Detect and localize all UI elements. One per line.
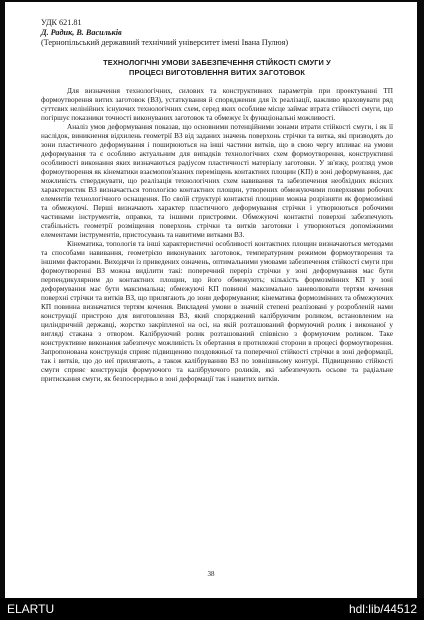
paragraph-3: Кінематика, топологія та інші характеристичні особливості контактних площин визначаються методами та способами навивання, геометрією виконуваних заготовок, температурним режимом формоутворення та іншими факторами. Виходячи із приведених означень, оптимальними умовами забезпечення стійкості смуги при формоутворенні ВЗ можна виділити такі: поперечний переріз стрічки у зоні деформування має бути перпендикулярним до контактних площин, що його обмежують; кількість формозмінних КП у зоні деформування має бути максимальна; обмежуючі КП повинні максимально заневолювати тертям кочення поверхні стрічки та витків ВЗ, що прилягають до зони деформування; кінематика формозмінних та обмежуючих КП повинна визначатися тертям кочення. Викладені умови в значній степені реалізовані у розробленій нами конструкції пристрою для виготовлення ВЗ, який споряджений калібруючим роликом, встановленим на циліндричній державці, жорстко закріпленої на осі, на якій розташований формуючий ролик і виконаної у вигляді стакана з отвором. Калібруючий ролик розташований співвісно з формуючим роликом. Таке конструктивне виконання забезпечує можливість їх обертання в протилежні сторони в процесі формоутворення. Запропонована конструкція сприяє підвищенню поздовжньої та поперечної стійкості стрічки в зоні деформації, так і витків, що до неї прилягають, а також калібруванню ВЗ по зовнішньому контурі. Підвищенню стійкості смуги сприяє конструкція формуючого та калібруючого роликів, які забезпечують осьове та радіальне притискання смуги, як безпосередньо в зоні деформації так і навитих витків. (41, 240, 393, 383)
paper-title-line-1: ТЕХНОЛОГІЧНІ УМОВИ ЗАБЕЗПЕЧЕННЯ СТІЙКОСТІ СМУГИ У (103, 58, 331, 67)
paragraph-2: Аналіз умов деформування показав, що основними потенційними зонами втрати стійкості смуги, і як її наслідок, виникнення відхилень геометрії ВЗ від заданих значень поверхонь стрічки та витка, які призводять до зони пластичного деформування і поширюються на інші частини витків, що в свою чергу впливає на умови деформування та є особливо актуальним для випадків технологічних схем формоутворення, конструктивні особливості виконання яких визначаються радіусом пластичності матеріалу заготовки. У зв'язку, розгляд умов формоутворення як кінематики взаємопов'язаних переміщень контактних площин (КП) в зоні деформування, дає можливість стверджувати, що реалізація технологічних схем навивання та забезпечення необхідних якісних характеристик ВЗ визначається топологією контактних площин, утворених обмежуючими поверхнями робочих елементів технологічного оснащення. По своїй структурі контактні площини можна розрізняти як формозмінні та обмежуючі. Перші визначають характер пластичного деформування стрічки і утворюються робочими частинами інструментів, оправки, та іншими пристроями. Обмежуючі контактні поверхні забезпечують стабільність геометрії розміщення поверхонь стрічки та витків заготовки і утворюються допоміжними елементами інструментів, пристосувань та навитими витками ВЗ. (41, 123, 393, 239)
footer-handle-link[interactable]: hdl:lib/44512 (348, 602, 417, 616)
affiliation: (Тернопільський державний технічний університет імені Івана Пулюя) (41, 38, 289, 47)
paragraph-1: Для визначення технологічних, силових та конструктивних параметрів при проектуванні ТП формоутворення витих заготовок (ВЗ), устаткування й спорядження для їх реалізації, важливо враховувати ряд суттєвих нелінійних існуючих технологічних схем, серед яких особливе місце займає втрата стійкості смуги, що погіршує показники точності виконуваних заготовок та обмежує їх функціональні можливості. (41, 87, 393, 122)
paper-body (41, 87, 393, 384)
udk-code: УДК 621.81 (41, 18, 82, 27)
footer-bar (0, 598, 424, 620)
authors: Д. Радик, В. Васильків (41, 28, 122, 37)
footer-repository-label: ELARTU (7, 602, 55, 616)
paper-title (41, 58, 393, 78)
paper-title-line-2: ПРОЦЕСІ ВИГОТОВЛЕННЯ ВИТИХ ЗАГОТОВОК (129, 68, 305, 77)
journal-page (5, 2, 417, 598)
page-number: 38 (207, 570, 215, 578)
